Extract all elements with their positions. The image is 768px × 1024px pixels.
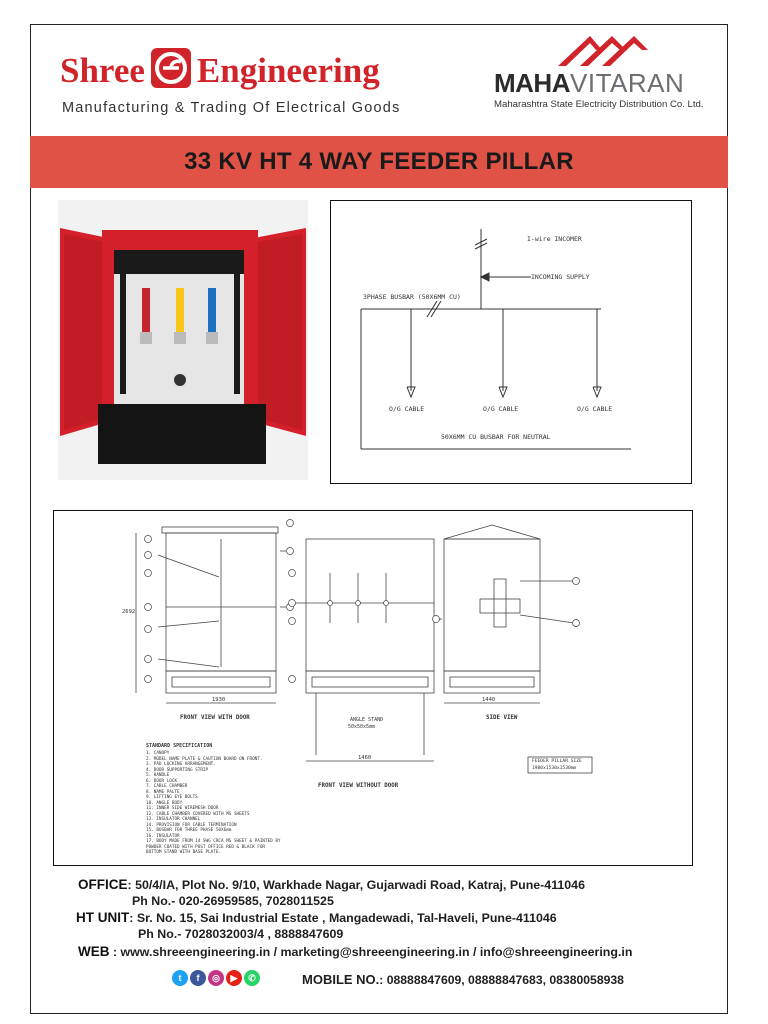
angle-stand-label: ANGLE STAND — [350, 717, 384, 723]
sld-cable-label-3: O/G CABLE — [577, 405, 613, 413]
spec-list — [146, 751, 281, 856]
spec-item: 1. CANOPY — [146, 751, 170, 756]
mahavitaran-wordmark — [494, 68, 684, 99]
company-name — [60, 46, 380, 91]
spec-item: 7. CABLE CHAMBER — [146, 784, 188, 789]
spec-item: 8. NAME PALTE — [146, 789, 180, 795]
ht-unit-phone: Ph No.- 7028032003/4 , 8888847609 — [138, 927, 344, 941]
sld-cable-label-1: O/G CABLE — [389, 405, 425, 413]
office-address: : 50/4/IA, Plot No. 9/10, Warkhade Nagar, Gujarwadi Road, Katraj, Pune-411046 — [127, 878, 585, 892]
spec-item: BOTTOM STAND WITH BASE PLATE. — [146, 850, 222, 855]
spec-item: POWDER COATED WITH POST OFFICE RED & BLACK FOR — [146, 844, 265, 850]
company-tagline: Manufacturing & Trading Of Electrical Goods — [62, 100, 401, 116]
mobile-row — [302, 972, 624, 987]
dimension-side: 1440 — [482, 697, 496, 703]
instagram-icon[interactable]: ◎ — [208, 970, 224, 986]
spec-item: 14. PROVISION FOR CABLE TERMINATION — [146, 822, 237, 828]
ht-unit-row — [76, 910, 557, 925]
angle-stand-size-label: 50x50x5mm — [348, 724, 376, 730]
side-view-label: SIDE VIEW — [486, 715, 518, 721]
spec-item: 16. INSULATOR — [146, 833, 180, 839]
sld-incoming-supply-label: INCOMING SUPPLY — [531, 273, 590, 281]
size-note-line-1: FEEDER PILLAR SIZE — [532, 759, 582, 764]
whatsapp-icon[interactable]: ✆ — [244, 970, 260, 986]
spec-item: 17. BODY MADE FROM 14 SWG CRCA MS SHEET & PAINTED BY — [146, 839, 281, 844]
office-label: OFFICE — [78, 877, 128, 892]
spec-item: 5. HANDLE — [146, 773, 170, 778]
web-text[interactable]: : www.shreeengineering.in / marketing@shreeengineering.in / info@shreeengineering.in — [112, 945, 633, 959]
spec-item: 12. CABLE CHAMBER COVERED WITH MS SHEETS — [146, 811, 250, 817]
brand-right-word: Engineering — [196, 51, 380, 90]
spec-item: 3. PAD LOCKING ARRANGEMENT. — [146, 762, 216, 767]
dimension-width: 1930 — [212, 697, 226, 703]
single-line-diagram — [330, 200, 692, 484]
web-label: WEB — [78, 944, 110, 959]
spec-item: 9. LIFTING EYE BOLTS — [146, 795, 198, 800]
sld-neutral-label: 50X6MM CU BUSBAR FOR NEUTRAL — [441, 433, 551, 441]
company-logo-icon — [149, 46, 193, 90]
spec-title: STANDARD SPECIFICATION — [146, 743, 213, 749]
mobile-label: MOBILE NO. — [302, 972, 380, 987]
title-banner — [30, 136, 728, 188]
ht-unit-address: : Sr. No. 15, Sai Industrial Estate , Mangadewadi, Tal-Haveli, Pune-411046 — [129, 911, 557, 925]
mahavitaran-subtitle: Maharashtra State Electricity Distribution Co. Ltd. — [494, 99, 704, 110]
spec-item: 10. ANGLE BODY — [146, 800, 183, 806]
sld-cable-label-2: O/G CABLE — [483, 405, 519, 413]
page-title: 33 KV HT 4 WAY FEEDER PILLAR — [184, 148, 574, 175]
ht-unit-label: HT UNIT — [76, 910, 130, 925]
brand-left-word: Shree — [60, 51, 145, 90]
spec-item: 6. DOOR LOCK — [146, 778, 178, 784]
twitter-icon[interactable]: t — [172, 970, 188, 986]
spec-item: 15. BUSBAR FOR THREE PHASE 50X6mm — [146, 828, 232, 833]
mahavitaran-logo — [494, 36, 704, 116]
spec-item: 11. INNER SIDE WIREMESH DOOR — [146, 806, 219, 811]
sld-incomer-label: I-wire INCOMER — [527, 235, 582, 243]
youtube-icon[interactable]: ▶ — [226, 970, 242, 986]
product-photo — [58, 200, 308, 480]
front-view-without-door-label: FRONT VIEW WITHOUT DOOR — [318, 783, 399, 789]
spec-item: 13. INSULATOR CHANNEL — [146, 817, 201, 822]
facebook-icon[interactable]: f — [190, 970, 206, 986]
dimension-stand: 1460 — [358, 755, 372, 761]
office-row — [78, 877, 585, 892]
social-icons — [172, 970, 260, 986]
office-phone: Ph No.- 020-26959585, 7028011525 — [132, 894, 334, 908]
spec-item: 2. MODEL NAME PLATE & CAUTION BOARD ON FRONT. — [146, 756, 263, 762]
wordmark-part-2: VITARAN — [570, 68, 685, 98]
mobile-numbers: : 08888847609, 08888847683, 08380058938 — [379, 973, 624, 987]
technical-drawing — [53, 510, 693, 866]
web-row — [78, 944, 632, 959]
dimension-height: 2692 — [122, 609, 136, 615]
front-view-with-door-label: FRONT VIEW WITH DOOR — [180, 715, 250, 721]
mahavitaran-emblem-icon — [550, 34, 670, 68]
sld-busbar-label: 3PHASE BUSBAR (50X6MM CU) — [363, 293, 461, 301]
size-note-line-2: 1980x1530x1530mm — [532, 766, 577, 771]
spec-item: 4. DOOR SUPPORTING STRIP — [146, 767, 209, 773]
wordmark-part-1: MAHA — [494, 68, 570, 98]
